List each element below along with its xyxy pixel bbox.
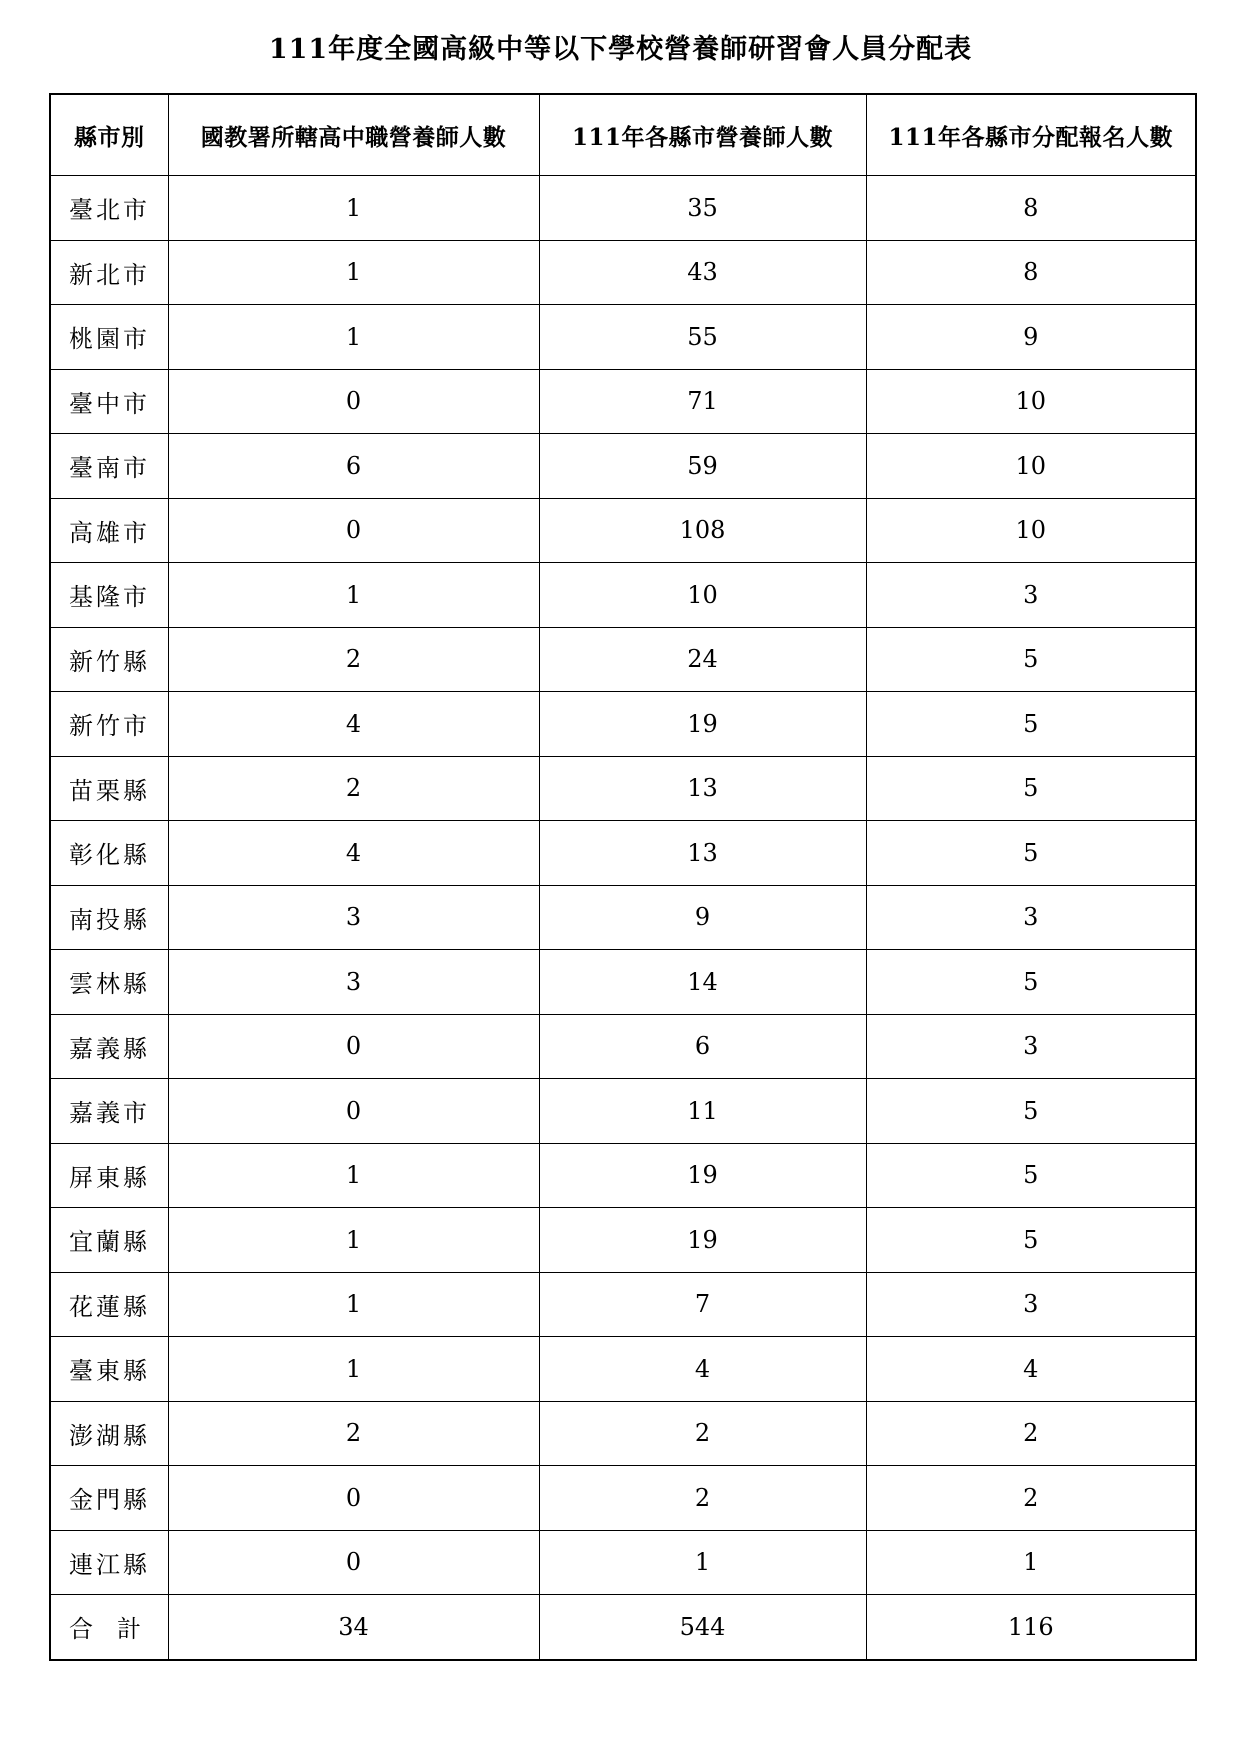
table-row bbox=[50, 434, 1196, 499]
cell-county: 苗栗縣 bbox=[50, 756, 168, 821]
total-allocated: 116 bbox=[866, 1595, 1196, 1660]
table-row bbox=[50, 627, 1196, 692]
cell-allocated: 5 bbox=[866, 1143, 1196, 1208]
cell-k12-dietitians: 0 bbox=[168, 1466, 539, 1531]
header-county: 縣市別 bbox=[50, 94, 168, 176]
cell-allocated: 10 bbox=[866, 369, 1196, 434]
cell-city-dietitians: 35 bbox=[539, 176, 866, 241]
cell-county: 嘉義縣 bbox=[50, 1014, 168, 1079]
table-row bbox=[50, 885, 1196, 950]
allocation-table bbox=[49, 93, 1197, 1661]
cell-k12-dietitians: 2 bbox=[168, 756, 539, 821]
cell-city-dietitians: 1 bbox=[539, 1530, 866, 1595]
cell-county: 臺北市 bbox=[50, 176, 168, 241]
cell-allocated: 10 bbox=[866, 434, 1196, 499]
cell-county: 屏東縣 bbox=[50, 1143, 168, 1208]
table-row bbox=[50, 240, 1196, 305]
cell-allocated: 4 bbox=[866, 1337, 1196, 1402]
cell-allocated: 10 bbox=[866, 498, 1196, 563]
cell-county: 彰化縣 bbox=[50, 821, 168, 886]
cell-county: 基隆市 bbox=[50, 563, 168, 628]
cell-allocated: 3 bbox=[866, 885, 1196, 950]
cell-k12-dietitians: 0 bbox=[168, 369, 539, 434]
cell-city-dietitians: 55 bbox=[539, 305, 866, 370]
cell-k12-dietitians: 2 bbox=[168, 627, 539, 692]
cell-k12-dietitians: 0 bbox=[168, 1530, 539, 1595]
table-body bbox=[50, 176, 1196, 1595]
table-row bbox=[50, 176, 1196, 241]
cell-city-dietitians: 2 bbox=[539, 1466, 866, 1531]
table-row bbox=[50, 692, 1196, 757]
cell-city-dietitians: 108 bbox=[539, 498, 866, 563]
cell-k12-dietitians: 0 bbox=[168, 1079, 539, 1144]
cell-city-dietitians: 4 bbox=[539, 1337, 866, 1402]
cell-k12-dietitians: 1 bbox=[168, 1337, 539, 1402]
cell-k12-dietitians: 1 bbox=[168, 1272, 539, 1337]
cell-k12-dietitians: 1 bbox=[168, 1143, 539, 1208]
cell-city-dietitians: 13 bbox=[539, 821, 866, 886]
table-row bbox=[50, 1337, 1196, 1402]
table-row bbox=[50, 369, 1196, 434]
cell-city-dietitians: 2 bbox=[539, 1401, 866, 1466]
table-row bbox=[50, 1530, 1196, 1595]
cell-allocated: 3 bbox=[866, 1014, 1196, 1079]
cell-k12-dietitians: 3 bbox=[168, 885, 539, 950]
cell-city-dietitians: 19 bbox=[539, 692, 866, 757]
cell-city-dietitians: 11 bbox=[539, 1079, 866, 1144]
cell-county: 澎湖縣 bbox=[50, 1401, 168, 1466]
cell-allocated: 5 bbox=[866, 756, 1196, 821]
table-row bbox=[50, 950, 1196, 1015]
page-title: 111年度全國高級中等以下學校營養師研習會人員分配表 bbox=[268, 34, 973, 65]
cell-k12-dietitians: 0 bbox=[168, 1014, 539, 1079]
cell-county: 宜蘭縣 bbox=[50, 1208, 168, 1273]
header-allocated: 111年各縣市分配報名人數 bbox=[866, 94, 1196, 176]
cell-city-dietitians: 19 bbox=[539, 1143, 866, 1208]
cell-allocated: 2 bbox=[866, 1466, 1196, 1531]
header-k12-dietitians: 國教署所轄高中職營養師人數 bbox=[168, 94, 539, 176]
cell-city-dietitians: 10 bbox=[539, 563, 866, 628]
cell-allocated: 3 bbox=[866, 1272, 1196, 1337]
total-city-dietitians: 544 bbox=[539, 1595, 866, 1660]
cell-county: 新竹縣 bbox=[50, 627, 168, 692]
cell-allocated: 8 bbox=[866, 240, 1196, 305]
cell-county: 新竹市 bbox=[50, 692, 168, 757]
cell-allocated: 5 bbox=[866, 821, 1196, 886]
cell-allocated: 5 bbox=[866, 1079, 1196, 1144]
cell-county: 金門縣 bbox=[50, 1466, 168, 1531]
cell-county: 臺南市 bbox=[50, 434, 168, 499]
cell-county: 嘉義市 bbox=[50, 1079, 168, 1144]
cell-city-dietitians: 24 bbox=[539, 627, 866, 692]
table-row bbox=[50, 1143, 1196, 1208]
cell-city-dietitians: 14 bbox=[539, 950, 866, 1015]
cell-k12-dietitians: 0 bbox=[168, 498, 539, 563]
cell-k12-dietitians: 6 bbox=[168, 434, 539, 499]
cell-county: 南投縣 bbox=[50, 885, 168, 950]
cell-allocated: 5 bbox=[866, 1208, 1196, 1273]
cell-allocated: 5 bbox=[866, 692, 1196, 757]
cell-county: 桃園市 bbox=[50, 305, 168, 370]
cell-k12-dietitians: 3 bbox=[168, 950, 539, 1015]
table-header-row bbox=[50, 94, 1196, 176]
table-row bbox=[50, 498, 1196, 563]
cell-city-dietitians: 13 bbox=[539, 756, 866, 821]
cell-allocated: 9 bbox=[866, 305, 1196, 370]
cell-allocated: 5 bbox=[866, 627, 1196, 692]
cell-county: 雲林縣 bbox=[50, 950, 168, 1015]
total-label: 合計 bbox=[50, 1595, 168, 1660]
cell-county: 連江縣 bbox=[50, 1530, 168, 1595]
cell-allocated: 5 bbox=[866, 950, 1196, 1015]
table-row bbox=[50, 1208, 1196, 1273]
cell-k12-dietitians: 4 bbox=[168, 692, 539, 757]
cell-allocated: 2 bbox=[866, 1401, 1196, 1466]
cell-city-dietitians: 71 bbox=[539, 369, 866, 434]
cell-k12-dietitians: 4 bbox=[168, 821, 539, 886]
cell-k12-dietitians: 1 bbox=[168, 305, 539, 370]
cell-allocated: 3 bbox=[866, 563, 1196, 628]
cell-county: 高雄市 bbox=[50, 498, 168, 563]
cell-k12-dietitians: 2 bbox=[168, 1401, 539, 1466]
cell-city-dietitians: 19 bbox=[539, 1208, 866, 1273]
cell-city-dietitians: 6 bbox=[539, 1014, 866, 1079]
table-row bbox=[50, 1401, 1196, 1466]
cell-city-dietitians: 59 bbox=[539, 434, 866, 499]
cell-k12-dietitians: 1 bbox=[168, 563, 539, 628]
table-row bbox=[50, 1014, 1196, 1079]
table-row bbox=[50, 756, 1196, 821]
cell-city-dietitians: 43 bbox=[539, 240, 866, 305]
cell-k12-dietitians: 1 bbox=[168, 1208, 539, 1273]
cell-allocated: 1 bbox=[866, 1530, 1196, 1595]
header-city-dietitians: 111年各縣市營養師人數 bbox=[539, 94, 866, 176]
cell-county: 臺中市 bbox=[50, 369, 168, 434]
table-row bbox=[50, 1466, 1196, 1531]
cell-k12-dietitians: 1 bbox=[168, 176, 539, 241]
cell-city-dietitians: 7 bbox=[539, 1272, 866, 1337]
total-k12-dietitians: 34 bbox=[168, 1595, 539, 1660]
table-row bbox=[50, 305, 1196, 370]
cell-county: 臺東縣 bbox=[50, 1337, 168, 1402]
table-row bbox=[50, 1079, 1196, 1144]
cell-city-dietitians: 9 bbox=[539, 885, 866, 950]
cell-k12-dietitians: 1 bbox=[168, 240, 539, 305]
cell-county: 新北市 bbox=[50, 240, 168, 305]
cell-county: 花蓮縣 bbox=[50, 1272, 168, 1337]
table-row bbox=[50, 563, 1196, 628]
table-row bbox=[50, 821, 1196, 886]
total-row bbox=[50, 1595, 1196, 1660]
table-row bbox=[50, 1272, 1196, 1337]
cell-allocated: 8 bbox=[866, 176, 1196, 241]
